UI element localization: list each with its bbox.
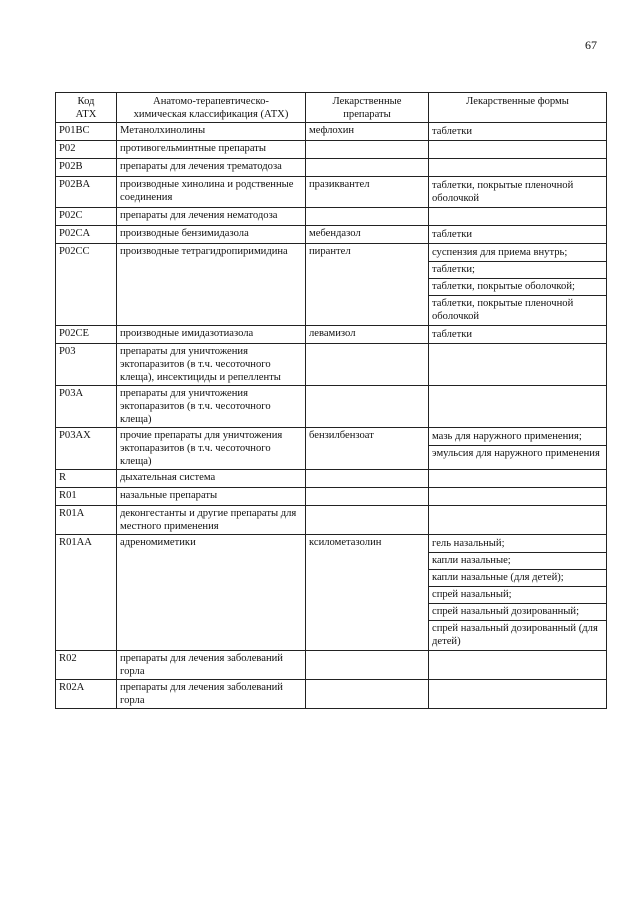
table-row (56, 506, 607, 535)
dosage-form-item (429, 471, 606, 486)
dosage-form-item: суспензия для приема внутрь; (432, 247, 568, 258)
dosage-form-item (429, 160, 606, 175)
header-code: Код АТХ (56, 93, 117, 123)
dosage-forms-cell (429, 226, 607, 244)
dosage-form-item: таблетки, покрытые пленочной оболочкой (432, 180, 574, 204)
drug-name-cell (306, 470, 429, 488)
atx-classification-cell: Метанолхинолины (117, 123, 306, 141)
atx-code-cell: P02B (56, 159, 117, 177)
atx-classification-cell: препараты для уничтожения эктопаразитов (в т.ч. чесоточного клеща), инсектициды и репелленты (117, 344, 306, 386)
atx-code-cell: R01AA (56, 535, 117, 651)
dosage-forms-cell (429, 159, 607, 177)
dosage-forms-cell (429, 177, 607, 208)
drug-name-cell (306, 344, 429, 386)
drug-name-cell: мефлохин (306, 123, 429, 141)
table-row (56, 177, 607, 208)
table-row (56, 326, 607, 344)
atx-classification-cell: противогельминтные препараты (117, 141, 306, 159)
dosage-form-item: таблетки, покрытые оболочкой; (429, 278, 606, 294)
drug-name-cell: пирантел (306, 244, 429, 326)
atx-code-cell: P02CA (56, 226, 117, 244)
atx-classification-cell: препараты для лечения заболеваний горла (117, 651, 306, 680)
dosage-form-item: капли назальные; (429, 552, 606, 568)
table-row (56, 535, 607, 651)
drug-name-cell: мебендазол (306, 226, 429, 244)
page-number: 67 (585, 38, 597, 52)
header-forms: Лекарственные формы (429, 93, 607, 123)
atx-code-cell: P01BC (56, 123, 117, 141)
table-row (56, 386, 607, 428)
atx-code-cell: P02 (56, 141, 117, 159)
atx-classification-table (55, 92, 607, 709)
atx-classification-cell: препараты для лечения заболеваний горла (117, 680, 306, 709)
dosage-form-item: таблетки; (429, 261, 606, 277)
dosage-forms-cell (429, 535, 607, 651)
dosage-forms-cell (429, 470, 607, 488)
dosage-form-item: спрей назальный дозированный; (429, 603, 606, 619)
drug-name-cell: левамизол (306, 326, 429, 344)
drug-name-cell (306, 651, 429, 680)
drug-name-cell: празиквантел (306, 177, 429, 208)
drug-name-cell (306, 141, 429, 159)
dosage-forms-cell (429, 386, 607, 428)
table-row (56, 651, 607, 680)
dosage-forms-cell (429, 326, 607, 344)
dosage-form-item (429, 652, 606, 667)
table-row (56, 470, 607, 488)
table-row (56, 208, 607, 226)
dosage-forms-cell (429, 651, 607, 680)
dosage-form-item (429, 489, 606, 504)
dosage-form-item: таблетки (432, 329, 473, 340)
table-row (56, 428, 607, 470)
atx-classification-cell: производные хинолина и родственные соединения (117, 177, 306, 208)
table-body (56, 123, 607, 709)
atx-classification-cell: назальные препараты (117, 488, 306, 506)
dosage-forms-cell (429, 680, 607, 709)
atx-code-cell: P02CE (56, 326, 117, 344)
dosage-form-item: спрей назальный; (429, 586, 606, 602)
atx-code-cell: R01A (56, 506, 117, 535)
dosage-forms-cell (429, 208, 607, 226)
atx-classification-cell: препараты для уничтожения эктопаразитов (в т.ч. чесоточного клеща) (117, 386, 306, 428)
atx-classification-cell: производные имидазотиазола (117, 326, 306, 344)
dosage-forms-cell (429, 428, 607, 470)
atx-code-cell: R (56, 470, 117, 488)
dosage-form-item (429, 209, 606, 224)
atx-code-cell: P02BA (56, 177, 117, 208)
dosage-form-item (429, 681, 606, 696)
atx-classification-cell: производные бензимидазола (117, 226, 306, 244)
table-row (56, 123, 607, 141)
dosage-forms-cell (429, 123, 607, 141)
table-row (56, 141, 607, 159)
drug-name-cell (306, 159, 429, 177)
atx-code-cell: P03A (56, 386, 117, 428)
atx-classification-cell: производные тетрагидропиримидина (117, 244, 306, 326)
drug-name-cell (306, 386, 429, 428)
dosage-forms-cell (429, 244, 607, 326)
table-row (56, 159, 607, 177)
atx-code-cell: P03 (56, 344, 117, 386)
dosage-forms-cell (429, 141, 607, 159)
dosage-form-item: эмульсия для наружного применения (429, 445, 606, 461)
atx-classification-cell: прочие препараты для уничтожения эктопаразитов (в т.ч. чесоточного клеща) (117, 428, 306, 470)
dosage-form-item: таблетки (432, 229, 473, 240)
header-drugs: Лекарственные препараты (306, 93, 429, 123)
atx-classification-cell: препараты для лечения нематодоза (117, 208, 306, 226)
atx-code-cell: R02A (56, 680, 117, 709)
table-row (56, 488, 607, 506)
table-row (56, 226, 607, 244)
header-classification: Анатомо-терапевтическо-химическая классификация (АТХ) (117, 93, 306, 123)
dosage-forms-cell (429, 344, 607, 386)
atx-classification-cell: адреномиметики (117, 535, 306, 651)
atx-code-cell: P02CC (56, 244, 117, 326)
drug-name-cell (306, 208, 429, 226)
dosage-form-item: таблетки, покрытые пленочной оболочкой (429, 295, 606, 324)
atx-classification-cell: деконгестанты и другие препараты для местного применения (117, 506, 306, 535)
dosage-form-item (429, 142, 606, 157)
atx-classification-cell: препараты для лечения трематодоза (117, 159, 306, 177)
dosage-form-item (429, 507, 606, 522)
drug-name-cell (306, 488, 429, 506)
dosage-form-item (429, 345, 606, 360)
drug-name-cell: бензилбензоат (306, 428, 429, 470)
dosage-form-item: таблетки (432, 126, 473, 137)
table-row (56, 680, 607, 709)
atx-code-cell: P03AX (56, 428, 117, 470)
drug-name-cell (306, 680, 429, 709)
dosage-form-item: капли назальные (для детей); (429, 569, 606, 585)
table-row (56, 344, 607, 386)
table-row (56, 244, 607, 326)
dosage-form-item: спрей назальный дозированный (для детей) (429, 620, 606, 649)
dosage-forms-cell (429, 488, 607, 506)
dosage-form-item: мазь для наружного применения; (432, 431, 582, 442)
atx-code-cell: R02 (56, 651, 117, 680)
atx-classification-cell: дыхательная система (117, 470, 306, 488)
atx-code-cell: R01 (56, 488, 117, 506)
dosage-form-item: гель назальный; (432, 538, 505, 549)
drug-name-cell (306, 506, 429, 535)
atx-code-cell: P02C (56, 208, 117, 226)
table-header-row (56, 93, 607, 123)
dosage-form-item (429, 387, 606, 402)
drug-name-cell: ксилометазолин (306, 535, 429, 651)
dosage-forms-cell (429, 506, 607, 535)
